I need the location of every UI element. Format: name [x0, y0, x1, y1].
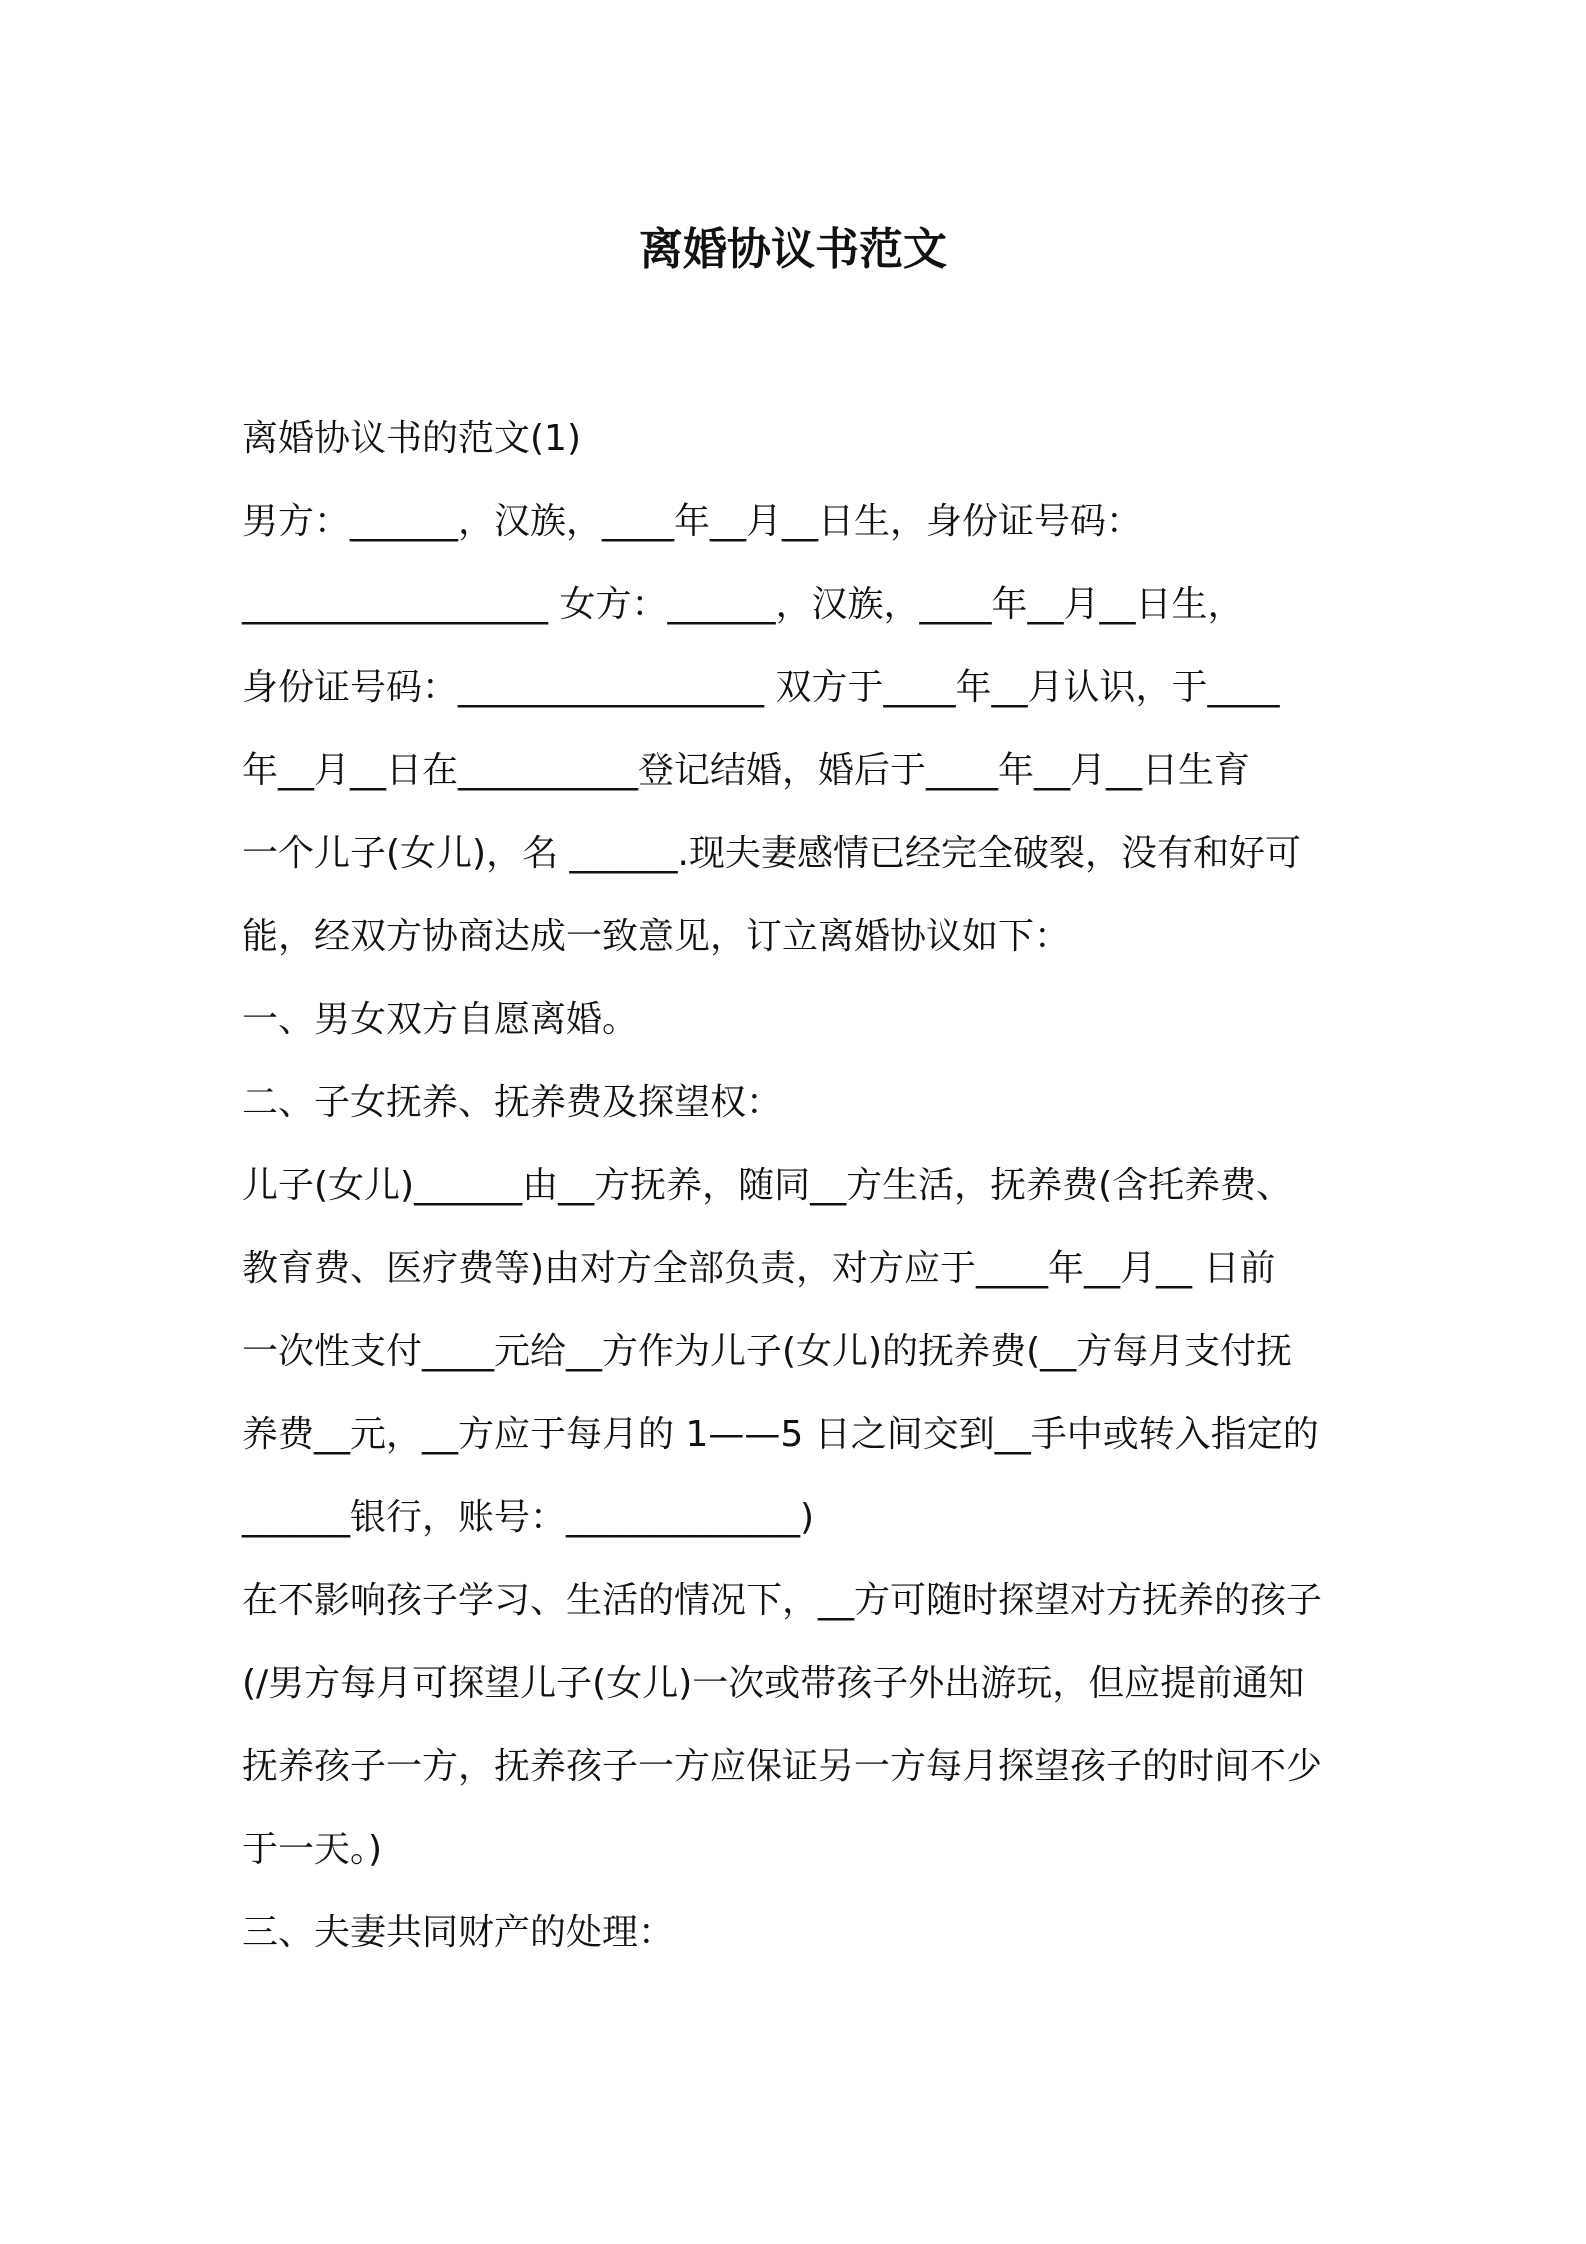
body-line: 养费__元，__方应于每月的 1——5 日之间交到__手中或转入指定的 [242, 1414, 1319, 1455]
body-line: 于一天。) [242, 1829, 383, 1870]
body-line: 男方：______，汉族，____年__月__日生，身份证号码： [242, 501, 1143, 542]
clause-heading: 二、子女抚养、抚养费及探望权： [242, 1082, 783, 1123]
body-line: 儿子(女儿)______由__方抚养，随同__方生活，抚养费(含托养费、 [242, 1165, 1293, 1206]
body-line: 能，经双方协商达成一致意见，订立离婚协议如下： [242, 916, 1071, 957]
document-title: 离婚协议书范文 [639, 224, 947, 275]
document-body [242, 404, 1362, 1981]
section-heading: 离婚协议书的范文(1) [242, 418, 581, 459]
body-line: (/男方每月可探望儿子(女儿)一次或带孩子外出游玩，但应提前通知 [242, 1663, 1305, 1704]
body-line: 在不影响孩子学习、生活的情况下，__方可随时探望对方抚养的孩子 [242, 1580, 1323, 1621]
body-line: 一次性支付____元给__方作为儿子(女儿)的抚养费(__方每月支付抚 [242, 1331, 1293, 1372]
body-line: 身份证号码：_________________ 双方于____年__月认识，于____ [242, 667, 1280, 708]
body-line: _________________ 女方：______，汉族，____年__月__日生， [242, 584, 1244, 625]
clause-heading: 一、男女双方自愿离婚。 [242, 999, 639, 1040]
body-line: ______银行，账号：_____________) [242, 1497, 815, 1538]
body-line: 一个儿子(女儿)，名 ______.现夫妻感情已经完全破裂，没有和好可 [242, 833, 1301, 874]
clause-heading: 三、夫妻共同财产的处理： [242, 1912, 675, 1953]
body-line: 抚养孩子一方，抚养孩子一方应保证另一方每月探望孩子的时间不少 [242, 1746, 1323, 1787]
body-line: 年__月__日在__________登记结婚，婚后于____年__月__日生育 [242, 750, 1251, 791]
body-line: 教育费、医疗费等)由对方全部负责，对方应于____年__月__ 日前 [242, 1248, 1276, 1289]
